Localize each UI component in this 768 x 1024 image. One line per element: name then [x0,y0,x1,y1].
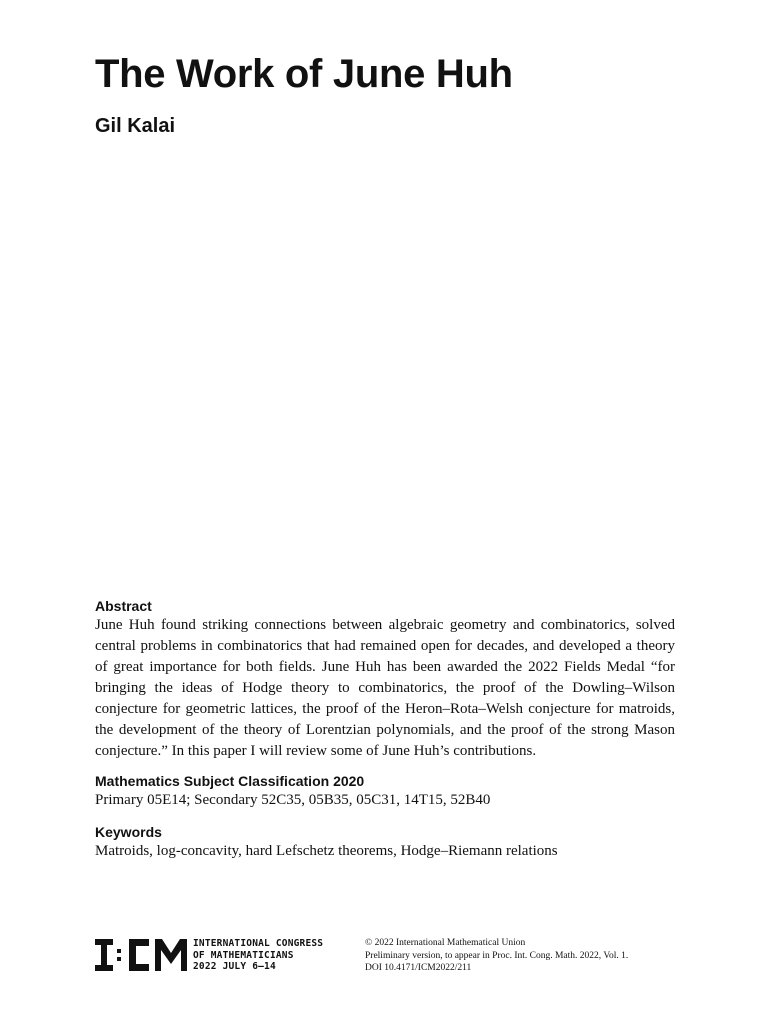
abstract-section [95,597,675,762]
congress-dates: 2022 JULY 6—14 [193,961,276,972]
msc-section [95,772,675,811]
congress-line: INTERNATIONAL CONGRESS [193,938,324,949]
preliminary-note: Preliminary version, to appear in Proc. Int. Cong. Math. 2022, Vol. 1. [365,950,629,961]
abstract-heading: Abstract [95,598,152,614]
keywords-heading: Keywords [95,824,162,840]
copyright-line: © 2022 International Mathematical Union [365,938,526,948]
msc-heading: Mathematics Subject Classification 2020 [95,773,365,789]
abstract-text: June Huh found striking connections between algebraic geometry and combinatorics, solved central problems in combinatorics that had remained open for decades, and developed a theory of great importance for both fields. June Huh has been awarded the 2022 Fields Medal “for bringing the ideas of Hodge theory to combinatorics, the proof of the Dowling–Wilson conjecture for geometric lattices, the proof of the Heron–Rota–Welsh conjecture for matroids, the development of the theory of Lorentzian polynomials, and the proof of the strong Mason conjecture.” In this paper I will review some of June Huh’s contributions. [95,617,675,759]
icm-logo [95,939,187,971]
copyright-notice [365,937,628,975]
congress-line: OF MATHEMATICIANS [193,949,294,961]
keywords-section [95,823,675,862]
footer [95,937,695,985]
paper-title: The Work of June Huh [95,52,513,96]
msc-text: Primary 05E14; Secondary 52C35, 05B35, 05C31, 14T15, 52B40 [95,792,491,808]
congress-name [193,938,323,973]
keywords-text: Matroids, log-concavity, hard Lefschetz theorems, Hodge–Riemann relations [95,843,558,859]
front-matter [95,597,675,862]
author-name: Gil Kalai [95,115,176,137]
doi: DOI 10.4171/ICM2022/211 [365,963,472,973]
